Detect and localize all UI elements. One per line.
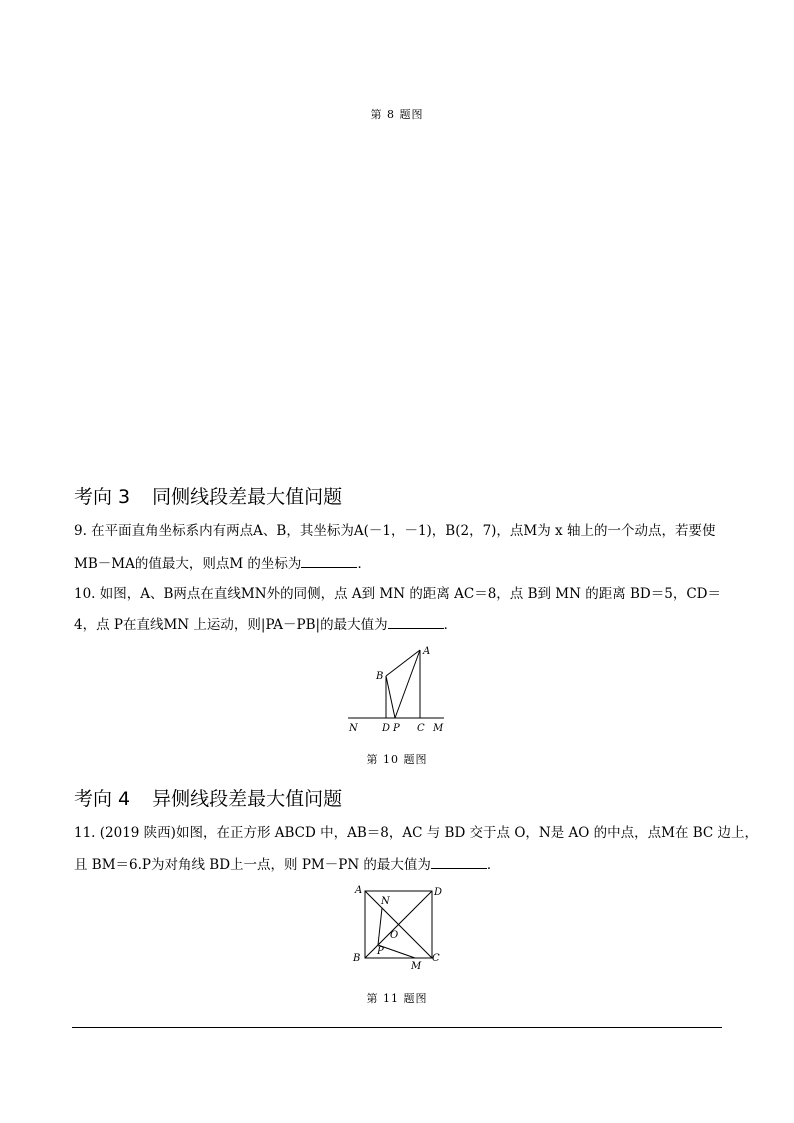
figure-10-diagram [340,640,460,740]
question-10-line-2 [74,613,457,633]
label-a: A [355,885,363,896]
question-11-line-1: 11. (2019 陕西)如图，在正方形 ABCD 中，AB＝8，AC 与 BD 交于点 O，N是 AO 的中点，点M在 BC 边上， [74,825,759,841]
label-d: D [434,887,443,898]
label-n: N [349,723,358,734]
question-10-end: ． [443,617,458,633]
question-10-text: 4，点 P在直线MN 上运动，则|PA－PB|的最大值为 [74,617,388,633]
segment-ap [395,650,420,718]
question-9-text: MB－MA的值最大，则点M 的坐标为 [74,556,302,572]
label-b: B [376,671,384,682]
label-m: M [433,723,444,734]
question-11-text: 且 BM＝6.P为对角线 BD上一点，则 PM－PN 的最大值为 [74,857,431,873]
figure-11-caption: 第 11 题图 [366,992,428,1005]
label-p: P [393,723,400,734]
question-10-line-1: 10. 如图，A、B两点在直线MN外的同侧，点 A到 MN 的距离 AC＝8，点 B到 MN 的距离 BD＝5，CD＝ [74,586,721,602]
section-3-label: 考向 3 [74,486,131,508]
segment-bp [386,676,395,718]
label-d: D [382,723,391,734]
footer-divider [72,1027,722,1028]
figure-10-caption: 第 10 题图 [366,753,428,766]
label-b: B [353,953,361,964]
label-c: C [432,953,440,964]
question-9-line-2 [74,552,371,572]
label-p: P [377,946,384,957]
label-m: M [411,961,422,972]
answer-blank [388,616,444,629]
section-4-label: 考向 4 [74,788,131,810]
question-9-end: ． [357,556,371,572]
answer-blank [301,555,357,568]
figure-11-diagram [346,880,446,975]
section-3-title: 同侧线段差最大值问题 [152,486,343,508]
question-9-line-1: 9. 在平面直角坐标系内有两点A、B，其坐标为A(－1，－1)，B(2，7)，点M为 x 轴上的一个动点，若要使 [74,523,716,539]
label-a: A [423,646,431,657]
label-o: O [390,930,399,941]
section-4-title: 异侧线段差最大值问题 [152,788,343,810]
label-c: C [417,723,425,734]
answer-blank [431,856,487,869]
label-n: N [381,896,390,907]
figure-8-caption: 第 8 题图 [370,108,424,121]
section-4-heading [74,784,342,811]
section-3-heading [74,482,342,509]
segment-np [378,908,382,945]
question-11-end: ． [486,857,501,873]
question-11-line-2 [74,853,500,873]
